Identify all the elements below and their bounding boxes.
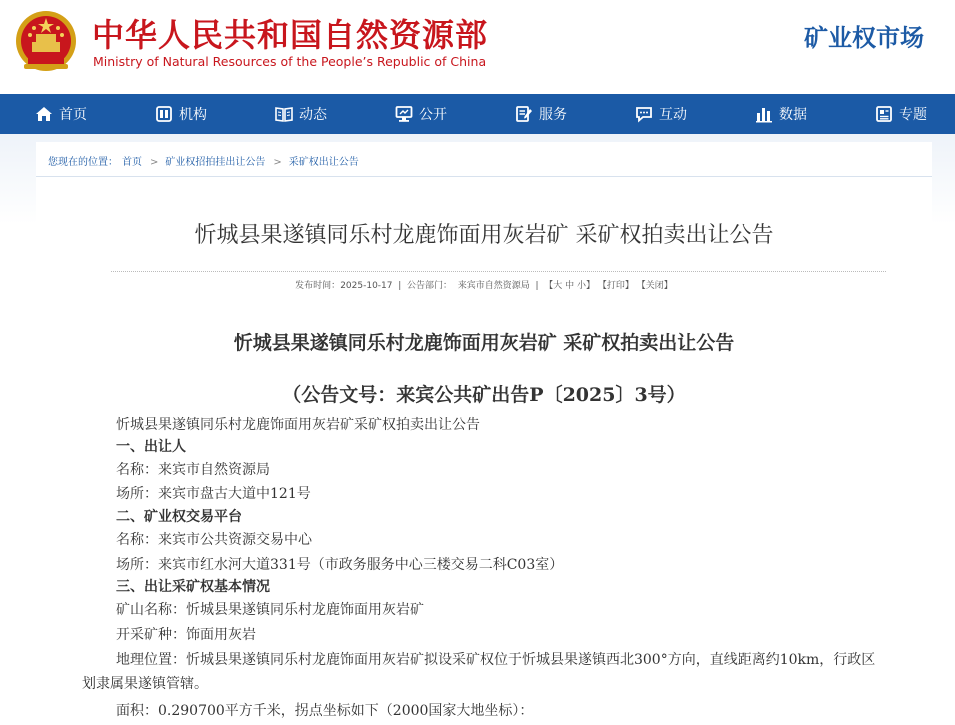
breadcrumb [36, 142, 932, 177]
org-icon [155, 105, 173, 123]
nav-item-service[interactable] [515, 94, 567, 134]
article-meta [36, 278, 932, 291]
body-paragraph: 矿山名称：忻城县果遂镇同乐村龙鹿饰面用灰岩矿 [116, 602, 424, 618]
breadcrumb-separator: > [150, 157, 159, 168]
nav-label: 公开 [419, 107, 447, 123]
nav-item-interact[interactable] [635, 94, 687, 134]
site-header [0, 0, 955, 94]
article-title: 忻城县果遂镇同乐村龙鹿饰面用灰岩矿 采矿权拍卖出让公告 [194, 223, 774, 248]
breadcrumb-separator: > [273, 157, 282, 168]
body-title: 忻城县果遂镇同乐村龙鹿饰面用灰岩矿 采矿权拍卖出让公告 [233, 332, 735, 354]
body-paragraph: 场所：来宾市红水河大道331号（市政务服务中心三楼交易二科C03室） [116, 557, 564, 573]
close-button[interactable]: 【关闭】 [636, 281, 673, 291]
section-heading: 一、出让人 [116, 439, 186, 455]
nav-item-org[interactable] [155, 94, 207, 134]
meta-separator: | [395, 281, 405, 291]
breadcrumb-link-mining-rights[interactable]: 采矿权出让公告 [288, 157, 359, 168]
body-paragraph: 场所：来宾市盘古大道中121号 [116, 486, 311, 502]
nav-item-public[interactable] [395, 94, 447, 134]
nav-label: 动态 [299, 107, 327, 123]
publish-date-label: 发布时间： [295, 281, 341, 291]
nav-item-home[interactable] [35, 94, 87, 134]
title-divider [111, 271, 886, 272]
print-button[interactable]: 【打印】 [597, 281, 634, 291]
ministry-name-cn[interactable]: 中华人民共和国自然资源部 [92, 16, 489, 54]
body-paragraph: 名称：来宾市自然资源局 [116, 462, 270, 478]
nav-label: 服务 [539, 107, 567, 123]
font-size-control[interactable]: 【大 中 小】 [544, 281, 596, 291]
publish-date: 2025-10-17 [340, 281, 393, 291]
breadcrumb-link-home[interactable]: 首页 [122, 157, 142, 168]
article-container [36, 177, 932, 725]
meta-separator: | [532, 281, 542, 291]
topic-icon [875, 105, 893, 123]
body-paragraph: 面积：0.290700平方千米，拐点坐标如下（2000国家大地坐标）： [116, 703, 534, 719]
document-number: （公告文号：来宾公共矿出告P〔2025〕3号） [282, 384, 686, 406]
site-title[interactable]: 矿业权市场 [804, 24, 924, 52]
body-paragraph: 名称：来宾市公共资源交易中心 [116, 532, 312, 548]
breadcrumb-link-notices[interactable]: 矿业权招拍挂出让公告 [165, 157, 266, 168]
nav-label: 数据 [779, 107, 807, 123]
main-nav [0, 94, 955, 134]
body-paragraph: 开采矿种：饰面用灰岩 [116, 627, 256, 643]
national-emblem-icon[interactable] [14, 8, 78, 74]
nav-item-topic[interactable] [875, 94, 927, 134]
section-heading: 二、矿业权交易平台 [116, 509, 242, 525]
monitor-icon [395, 105, 413, 123]
nav-label: 机构 [179, 107, 207, 123]
home-icon [35, 105, 53, 123]
nav-item-news[interactable] [275, 94, 327, 134]
nav-label: 专题 [899, 107, 927, 123]
body-paragraph: 地理位置：忻城县果遂镇同乐村龙鹿饰面用灰岩矿拟设采矿权位于忻城县果遂镇西北300°方向，直线距离约10km，行政区划隶属果遂镇管辖。 [82, 652, 876, 692]
nav-label: 首页 [59, 107, 87, 123]
body-paragraph: 忻城县果遂镇同乐村龙鹿饰面用灰岩矿采矿权拍卖出让公告 [116, 417, 480, 433]
breadcrumb-prefix: 您现在的位置： [48, 157, 118, 168]
dept-name: 来宾市自然资源局 [457, 281, 530, 291]
nav-label: 互动 [659, 107, 687, 123]
ministry-name-en[interactable]: Ministry of Natural Resources of the People’s Republic of China [93, 54, 487, 69]
edit-icon [515, 105, 533, 123]
bar-chart-icon [755, 105, 773, 123]
nav-item-data[interactable] [755, 94, 807, 134]
chat-icon [635, 105, 653, 123]
book-icon [275, 105, 293, 123]
dept-label: 公告部门： [407, 281, 453, 291]
section-heading: 三、出让采矿权基本情况 [116, 579, 270, 595]
